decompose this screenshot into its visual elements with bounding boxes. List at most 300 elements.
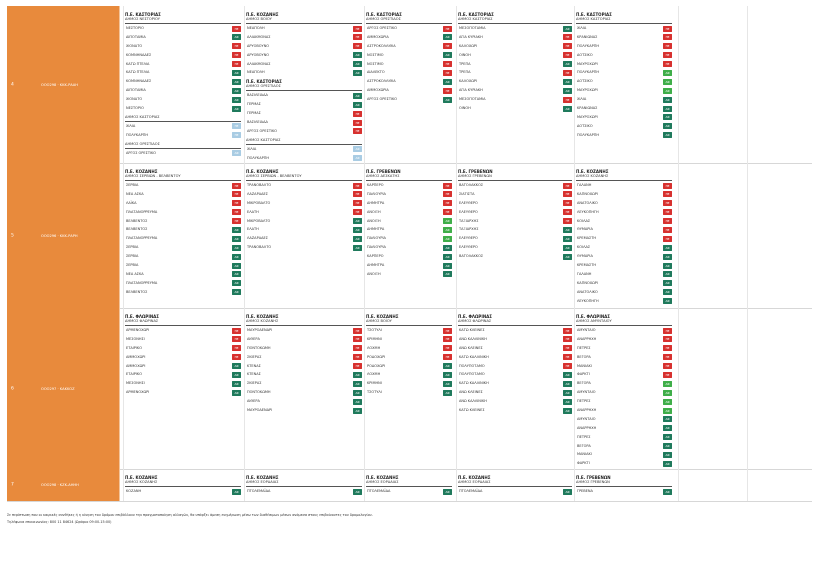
stop-name: ΒΑΣΙΛΕΙΑΔΑ — [247, 120, 268, 125]
stop-name: ΚΑΤΩ ΠΤΕΛΙΑ — [126, 70, 150, 75]
stop-line — [366, 370, 452, 379]
stop-name: ΛΑΪΚΑ — [126, 200, 137, 205]
direction-badge: ΑΦ — [232, 280, 241, 286]
stop-line — [246, 487, 362, 496]
column-divider — [574, 163, 575, 308]
stop-column — [576, 475, 672, 496]
stop-name: ΠΟΛΥΚΑΡΠΗ — [577, 70, 599, 75]
direction-badge: ΑΦ — [353, 218, 362, 224]
stop-name: ΑΡΓΟΣ ΟΡΕΣΤΙΚΟ — [247, 128, 278, 133]
direction-badge: ΠΕ — [232, 43, 241, 49]
stop-name: ΑΡΜΕΝΟΧΩΡΙ — [126, 390, 150, 395]
stop-line — [576, 397, 672, 406]
municipality: ΔΗΜΟΣ ΓΡΕΒΕΝΩΝ — [576, 480, 672, 487]
regional-unit: Π.Ε. ΚΟΖΑΝΗΣ — [125, 475, 158, 480]
direction-badge: ΠΕ — [443, 191, 452, 197]
stop-name: ΑΝΑΡΡΗΧΗ — [577, 408, 597, 413]
stop-name: ΑΝΟΙΞΗ — [367, 271, 381, 276]
stop-name: ΑΡΓΟΣ ΟΡΕΣΤΙΚΟ — [367, 26, 398, 30]
stop-column — [576, 314, 672, 468]
stop-line — [125, 353, 241, 362]
stop-name: ΑΝΩ ΚΛΕΙΝΕΣ — [459, 390, 483, 395]
municipality: ΔΗΜΟΣ ΒΟΪΟΥ — [246, 17, 362, 24]
stop-name: ΝΕΑ ΑΣΚΑ — [126, 191, 144, 196]
stop-line — [366, 234, 452, 243]
stop-line — [366, 199, 452, 208]
direction-badge: ΑΦ — [443, 79, 452, 85]
direction-badge: ΑΦ — [443, 271, 452, 277]
column-divider — [574, 6, 575, 163]
stop-line — [576, 442, 672, 451]
stop-line — [458, 353, 572, 362]
stop-name: ΣΙΑΤΙΣΤΑ — [459, 191, 475, 196]
municipality: ΔΗΜΟΣ ΕΟΡΔΑΙΑΣ — [458, 480, 572, 487]
direction-badge: ΑΦ — [232, 372, 241, 378]
stop-name: ΠΟΛΥΚΑΡΠΗ — [126, 132, 148, 137]
stop-name: ΡΟΔΟΧΩΡΙ — [367, 363, 386, 368]
stop-line — [125, 95, 241, 104]
stop-name: ΚΟΜΝΗΝΑΔΕΣ — [126, 79, 152, 84]
stop-column — [246, 12, 362, 163]
stop-line — [125, 487, 241, 496]
stop-line — [125, 362, 241, 371]
stop-line — [125, 68, 241, 77]
direction-badge: ΠΕ — [563, 34, 572, 40]
direction-badge: ΠΕ — [563, 336, 572, 342]
stop-line — [458, 326, 572, 335]
stop-name: ΕΛΑΤΗ — [247, 209, 259, 214]
stop-name: ΓΑΛΑΝΗ — [577, 183, 592, 187]
stop-line — [366, 344, 452, 353]
direction-badge: ΑΦ — [663, 408, 672, 414]
direction-badge: ΠΕ — [563, 183, 572, 189]
stop-line — [366, 181, 452, 190]
stop-name: ΔΗΜΗΤΡΑ — [367, 200, 385, 205]
direction-badge: ΑΦ — [663, 254, 672, 260]
column-divider — [678, 163, 679, 308]
municipality: ΔΗΜΟΣ ΚΟΖΑΝΗΣ — [246, 319, 362, 326]
stop-name: ΠΕΤΡΕΣ — [577, 345, 591, 350]
municipality: ΔΗΜΟΣ ΣΕΡΒΙΩΝ - ΒΕΛΒΕΝΤΟΥ — [125, 174, 241, 181]
regional-unit: Π.Ε. ΦΛΩΡΙΝΑΣ — [125, 314, 160, 319]
footer-contact: Τηλέφωνα επικοινωνίας: 800 11 84624 (Ωράριο 09:00-15:00) — [7, 520, 112, 524]
direction-badge: ΠΕ — [563, 200, 572, 206]
stop-name: ΑΝΩ ΚΑΛΛΙΝΙΚΗ — [459, 399, 487, 404]
stop-name: ΒΑΣΙΛΕΙΑΔΑ — [247, 93, 268, 98]
stop-column — [576, 12, 672, 140]
stop-column — [458, 475, 572, 496]
stop-name: ΒΕΛΒΕΝΤΟΣ — [126, 218, 148, 223]
direction-badge: ΑΦ — [353, 70, 362, 76]
stop-line — [576, 288, 672, 297]
direction-badge: ΑΦ — [443, 381, 452, 387]
stop-name: ΠΤΟΛΕΜΑΪΔΑ — [459, 489, 483, 493]
stop-line — [246, 154, 362, 163]
direction-badge: ΠΕ — [232, 200, 241, 206]
stop-line — [125, 243, 241, 252]
stop-line — [458, 42, 572, 51]
stop-line — [366, 388, 452, 397]
route-row — [7, 469, 812, 502]
stop-name: ΠΑΛΙΟΥΡΙΑ — [367, 236, 386, 241]
area-block — [246, 12, 362, 77]
direction-badge: ΠΕ — [443, 200, 452, 206]
stop-line — [458, 199, 572, 208]
column-divider — [456, 6, 457, 163]
direction-badge: ΑΦ — [232, 263, 241, 269]
stop-line — [246, 33, 362, 42]
stop-name: ΜΑΝΙΑΚΙ — [577, 452, 592, 457]
stop-line — [576, 42, 672, 51]
stop-line — [576, 344, 672, 353]
stop-line — [125, 252, 241, 261]
stop-name: ΑΓΙΑ ΚΥΡΙΑΚΗ — [459, 88, 483, 93]
direction-badge: ΑΦ — [663, 123, 672, 129]
stop-line — [246, 234, 362, 243]
stop-line — [576, 234, 672, 243]
direction-badge: ΠΕ — [663, 328, 672, 334]
direction-badge: ΑΦ — [663, 70, 672, 76]
stop-line — [246, 326, 362, 335]
area-block — [125, 169, 241, 297]
direction-badge: ΑΦ — [443, 227, 452, 233]
column-divider — [747, 469, 748, 501]
regional-unit: Π.Ε. ΚΟΖΑΝΗΣ — [125, 169, 158, 174]
municipality: ΔΗΜΟΣ ΚΑΣΤΟΡΙΑΣ — [458, 17, 572, 24]
stop-line — [576, 208, 672, 217]
direction-badge: ΠΕ — [663, 43, 672, 49]
stop-line — [576, 450, 672, 459]
direction-badge: ΑΦ — [663, 443, 672, 449]
area-block — [366, 12, 452, 104]
stop-column — [125, 475, 241, 496]
regional-unit: Π.Ε. ΚΟΖΑΝΗΣ — [576, 169, 609, 174]
stop-name: ΔΙΠΟΤΑΜΙΑ — [126, 88, 146, 93]
regional-unit: Π.Ε. ΚΟΖΑΝΗΣ — [366, 475, 399, 480]
stop-line — [458, 225, 572, 234]
stop-name: ΚΑΛΟΧΩΡΙ — [459, 79, 478, 84]
regional-unit: Π.Ε. ΓΡΕΒΕΝΩΝ — [458, 169, 493, 174]
stop-line — [576, 353, 672, 362]
regional-unit: Π.Ε. ΚΑΣΤΟΡΙΑΣ — [458, 12, 494, 17]
stop-line — [576, 243, 672, 252]
direction-badge: ΠΕ — [443, 328, 452, 334]
route-number: 7 — [11, 482, 14, 488]
stop-line — [458, 406, 572, 415]
stop-name: ΧΙΟΝΑΤΟ — [126, 97, 143, 102]
direction-badge: ΠΕ — [563, 209, 572, 215]
stop-line — [576, 131, 672, 140]
stop-name: ΝΕΣΤΟΡΙΟ — [126, 26, 144, 30]
direction-badge: ΠΕ — [232, 218, 241, 224]
direction-badge: ΑΦ — [563, 79, 572, 85]
stop-line — [458, 208, 572, 217]
stop-line — [366, 77, 452, 86]
stop-line — [246, 362, 362, 371]
direction-badge: ΑΦ — [232, 271, 241, 277]
area-block — [246, 314, 362, 415]
stop-name: ΚΡΑΝΙΩΝΑΣ — [577, 106, 598, 111]
stop-line — [246, 68, 362, 77]
municipality: ΔΗΜΟΣ ΚΑΣΤΟΡΙΑΣ — [246, 138, 362, 145]
regional-unit: Π.Ε. ΚΟΖΑΝΗΣ — [366, 314, 399, 319]
stop-name: ΚΤΕΝΑΣ — [247, 372, 261, 377]
stop-column — [576, 169, 672, 305]
stop-column — [366, 314, 452, 397]
direction-badge: ΑΦ — [443, 218, 452, 224]
regional-unit: Π.Ε. ΚΟΖΑΝΗΣ — [246, 169, 279, 174]
stop-line — [125, 344, 241, 353]
stop-line — [366, 86, 452, 95]
direction-badge: ΑΦ — [443, 52, 452, 58]
regional-unit: Π.Ε. ΓΡΕΒΕΝΩΝ — [576, 475, 611, 480]
direction-badge: ΑΦ — [663, 390, 672, 396]
stop-line — [576, 335, 672, 344]
direction-badge: ΑΦ — [232, 381, 241, 387]
area-block — [458, 314, 572, 415]
direction-badge: ΑΦ — [443, 390, 452, 396]
stop-line — [458, 397, 572, 406]
column-divider — [747, 308, 748, 469]
direction-badge: ΑΦ — [232, 70, 241, 76]
stop-line — [125, 190, 241, 199]
stop-name: ΝΕΑΠΟΛΗ — [247, 26, 265, 30]
direction-badge: ΑΦ — [563, 227, 572, 233]
direction-badge: ΠΕ — [443, 336, 452, 342]
direction-badge: ΑΦ — [563, 245, 572, 251]
stop-name: ΑΓΙΑ ΚΥΡΙΑΚΗ — [459, 34, 483, 39]
stop-line — [458, 104, 572, 113]
stop-line — [366, 95, 452, 104]
stop-line — [576, 379, 672, 388]
stop-line — [366, 225, 452, 234]
stop-name: ΠΟΝΤΟΚΩΜΗ — [247, 345, 271, 350]
stop-name: ΜΑΥΡΟΧΩΡΙ — [577, 61, 598, 66]
direction-badge: ΠΕ — [232, 209, 241, 215]
stop-line — [576, 388, 672, 397]
stop-line — [125, 326, 241, 335]
stop-name: ΠΟΛΥΠΟΤΑΜΟ — [459, 363, 485, 368]
direction-badge: ΑΦ — [663, 416, 672, 422]
stop-line — [576, 181, 672, 190]
direction-badge: ΠΕ — [443, 209, 452, 215]
column-divider — [123, 163, 124, 308]
stop-name: ΚΡΑΝΙΩΝΑΣ — [577, 34, 598, 39]
stop-line — [366, 190, 452, 199]
direction-badge: ΑΦ — [443, 97, 452, 103]
direction-badge: ΑΦ — [353, 227, 362, 233]
stop-name: ΘΥΜΑΡΙΑ — [577, 227, 593, 232]
direction-badge: ΠΕ — [232, 61, 241, 67]
direction-badge: ΑΦ — [663, 298, 672, 304]
direction-badge: ΑΦ — [563, 489, 572, 495]
municipality: ΔΗΜΟΣ ΝΕΣΤΟΡΙΟΥ — [125, 17, 241, 24]
stop-name: ΑΜΜΟΧΩΡΙ — [126, 363, 146, 368]
direction-badge: ΠΕ — [353, 43, 362, 49]
area-block — [246, 136, 362, 163]
direction-badge: ΑΦ — [353, 146, 362, 152]
stop-name: ΒΕΓΟΡΑ — [577, 354, 591, 359]
stop-name: ΠΟΛΥΠΟΤΑΜΟ — [459, 372, 485, 377]
route-number: 4 — [11, 82, 14, 87]
stop-name: ΜΕΣΟΝΗΣΙ — [126, 336, 145, 341]
stop-column — [458, 12, 572, 113]
route-code: ΟΟΟ296 · ΚΚΚ-ΡΑΡΗ — [41, 233, 78, 238]
stop-name: ΔΗΜΗΤΡΑ — [367, 227, 385, 232]
stop-name: ΑΝΑΡΡΗΧΗ — [577, 425, 597, 430]
column-divider — [244, 308, 245, 469]
stop-name: ΤΣΟΤΥΛΙ — [367, 390, 382, 395]
regional-unit: Π.Ε. ΦΛΩΡΙΝΑΣ — [458, 314, 493, 319]
stop-line — [458, 487, 572, 496]
stop-name: ΑΜΥΝΤΑΙΟ — [577, 416, 596, 421]
stop-name: ΣΚΙΕΡΑΣ — [247, 381, 262, 386]
direction-badge: ΑΦ — [232, 79, 241, 85]
stop-name: ΑΝΩ ΚΛΕΙΝΕΣ — [459, 345, 483, 350]
stop-name: ΑΜΜΟΧΩΡΙΑ — [367, 88, 389, 93]
stop-line — [246, 388, 362, 397]
direction-badge: ΑΦ — [353, 245, 362, 251]
direction-badge: ΠΕ — [353, 209, 362, 215]
direction-badge: ΠΕ — [353, 328, 362, 334]
stop-column — [366, 12, 452, 104]
direction-badge: ΑΦ — [232, 390, 241, 396]
municipality: ΔΗΜΟΣ ΦΛΩΡΙΝΑΣ — [458, 319, 572, 326]
column-divider — [678, 6, 679, 163]
stop-name: ΠΛΑΤΑΝΟΡΡΕΥΜΑ — [126, 280, 158, 285]
direction-badge: ΠΕ — [663, 227, 672, 233]
column-divider — [364, 163, 365, 308]
direction-badge: ΑΦ — [563, 390, 572, 396]
stop-line — [366, 243, 452, 252]
route-number: 6 — [11, 386, 14, 391]
stop-line — [246, 60, 362, 69]
direction-badge: ΑΦ — [353, 381, 362, 387]
municipality: ΔΗΜΟΣ ΒΟΪΟΥ — [366, 319, 452, 326]
stop-line — [458, 24, 572, 33]
stop-name: ΣΚΙΕΡΑΣ — [247, 354, 262, 359]
stop-name: ΜΑΥΡΟΔΕΝΔΡΙ — [247, 328, 273, 332]
column-divider — [244, 6, 245, 163]
direction-badge: ΑΦ — [232, 254, 241, 260]
stop-name: ΚΑΤΩ ΚΛΕΙΝΕΣ — [459, 328, 485, 332]
column-divider — [456, 308, 457, 469]
direction-badge: ΠΕ — [443, 61, 452, 67]
stop-name: ΘΥΜΑΡΙΑ — [577, 254, 593, 259]
direction-badge: ΠΕ — [353, 336, 362, 342]
stop-line — [246, 24, 362, 33]
stop-line — [458, 243, 572, 252]
direction-badge: ΑΦ — [663, 97, 672, 103]
direction-badge: ΑΦ — [663, 132, 672, 138]
stop-name: ΤΣΟΤΥΛΙ — [367, 328, 382, 332]
column-divider — [244, 163, 245, 308]
direction-badge: ΠΕ — [353, 34, 362, 40]
stop-name: ΑΜΥΝΤΑΙΟ — [577, 390, 596, 395]
stop-line — [125, 225, 241, 234]
stop-line — [366, 353, 452, 362]
direction-badge: ΑΦ — [232, 489, 241, 495]
direction-badge: ΠΕ — [353, 183, 362, 189]
stop-line — [125, 51, 241, 60]
stop-name: ΑΙΘΕΡΑ — [247, 336, 260, 341]
area-block — [458, 169, 572, 261]
stop-column — [246, 314, 362, 415]
direction-badge: ΠΕ — [353, 354, 362, 360]
direction-badge: ΑΦ — [443, 34, 452, 40]
area-block — [366, 475, 452, 496]
direction-badge: ΑΦ — [563, 381, 572, 387]
regional-unit: Π.Ε. ΚΟΖΑΝΗΣ — [246, 475, 279, 480]
area-block — [576, 169, 672, 305]
direction-badge: ΠΕ — [663, 336, 672, 342]
stop-line — [458, 51, 572, 60]
stop-name: ΑΝΩ ΚΑΛΛΙΝΙΚΗ — [459, 336, 487, 341]
direction-badge: ΑΦ — [353, 236, 362, 242]
stop-line — [458, 181, 572, 190]
stop-line — [576, 95, 672, 104]
direction-badge: ΠΕ — [353, 120, 362, 126]
stop-line — [125, 335, 241, 344]
route-row — [7, 308, 812, 470]
direction-badge: ΑΦ — [232, 88, 241, 94]
direction-badge: ΠΕ — [663, 354, 672, 360]
area-block — [246, 169, 362, 252]
direction-badge: ΑΦ — [563, 26, 572, 32]
direction-badge: ΑΦ — [443, 363, 452, 369]
stop-name: ΚΟΙΛΑΣ — [577, 245, 591, 250]
stop-line — [576, 24, 672, 33]
direction-badge: ΠΕ — [663, 209, 672, 215]
stop-name: ΝΟΣΤΙΜΟ — [367, 52, 384, 57]
direction-badge: ΑΦ — [443, 236, 452, 242]
stop-name: ΜΕΣΟΠΟΤΑΜΙΑ — [459, 97, 486, 102]
stop-name: ΛΕΥΚΟΠΗΓΗ — [577, 298, 599, 303]
regional-unit: Π.Ε. ΚΑΣΤΟΡΙΑΣ — [576, 12, 612, 17]
stop-line — [125, 181, 241, 190]
stop-name: ΑΝΟΙΞΗ — [367, 218, 381, 223]
stop-name: ΜΑΥΡΟΧΩΡΙ — [577, 114, 598, 119]
direction-badge: ΠΕ — [563, 70, 572, 76]
stop-line — [125, 122, 241, 131]
direction-badge: ΑΦ — [443, 254, 452, 260]
stop-name: ΜΑΥΡΟΧΩΡΙ — [577, 88, 598, 93]
stop-name: ΔΟΤΣΙΚΟ — [577, 123, 593, 128]
stop-name: ΑΝΑΡΡΗΧΗ — [577, 336, 597, 341]
area-block — [576, 12, 672, 140]
stop-line — [125, 270, 241, 279]
footer-note: Σε περίπτωση που οι καιρικές συνθήκες ή η κίνηση του δρόμου επιβάλλουν την πραγματοποίηση αλλαγών, θα υπάρξει άμεση ενημέρωση μέσω των διαθέσιμων μέσων ανάμεσα στους επιβαίνοντες του δρομολογίου. — [7, 513, 373, 517]
municipality: ΔΗΜΟΣ ΑΜΥΝΤΑΙΟΥ — [576, 319, 672, 326]
route-row — [7, 163, 812, 309]
area-block — [246, 77, 362, 135]
stop-line — [125, 33, 241, 42]
area-block — [246, 475, 362, 496]
municipality: ΔΗΜΟΣ ΓΡΕΒΕΝΩΝ — [458, 174, 572, 181]
direction-badge: ΑΦ — [663, 452, 672, 458]
stop-name: ΑΜΥΝΤΑΙΟ — [577, 328, 596, 332]
stop-name: ΕΤΑΙΡΙΚΟ — [126, 345, 142, 350]
municipality: ΔΗΜΟΣ ΣΕΡΒΙΩΝ - ΒΕΛΒΕΝΤΟΥ — [246, 174, 362, 181]
area-block — [366, 169, 452, 279]
column-divider — [364, 469, 365, 501]
stop-line — [246, 217, 362, 226]
direction-badge: ΑΦ — [353, 93, 362, 99]
stop-name: ΔΟΤΣΙΚΟ — [577, 52, 593, 57]
stop-name: ΑΜΜΟΧΩΡΙΑ — [367, 34, 389, 39]
direction-badge: ΑΦ — [353, 372, 362, 378]
stop-name: ΓΕΡΜΑΣ — [247, 111, 261, 116]
